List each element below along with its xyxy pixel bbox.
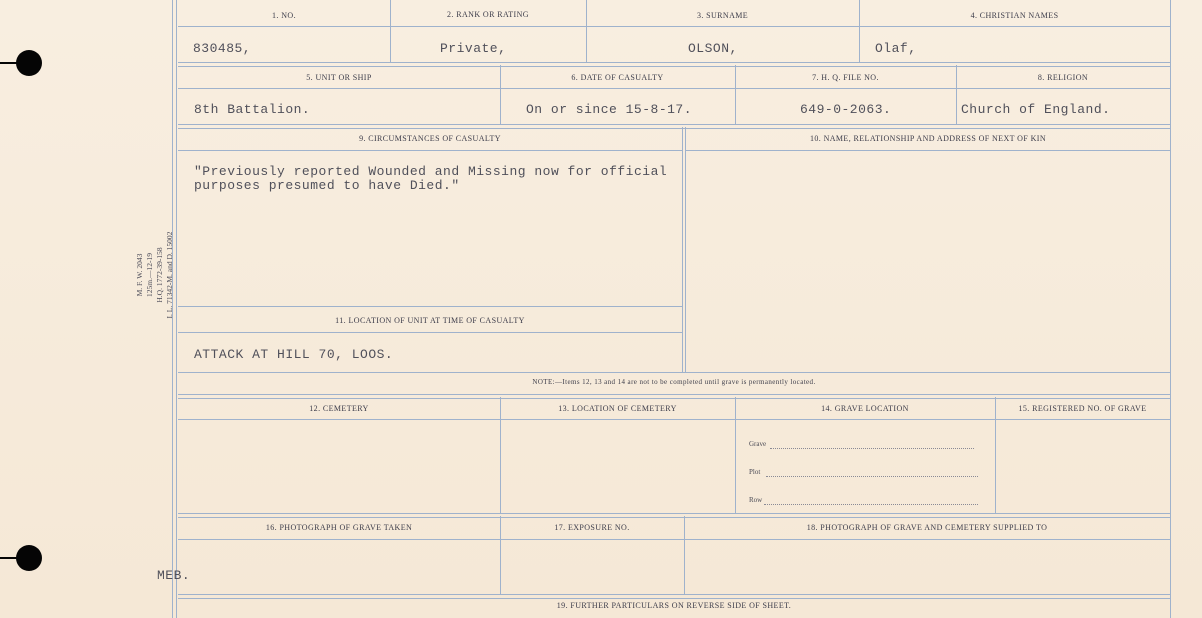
header-registered-no: 15. REGISTERED NO. OF GRAVE <box>1018 404 1147 413</box>
right-border <box>1170 0 1171 618</box>
surname-value: OLSON, <box>688 41 738 56</box>
header-christian-names: 4. CHRISTIAN NAMES <box>970 11 1059 20</box>
header-hq-file: 7. H. Q. FILE NO. <box>812 73 879 82</box>
header-unit: 5. UNIT OR SHIP <box>306 73 372 82</box>
header-grave-location: 14. GRAVE LOCATION <box>821 404 909 413</box>
note-text: NOTE:—Items 12, 13 and 14 are not to be completed until grave is permanently located. <box>532 378 816 386</box>
side-print-line: H.Q. 1772-39-158 <box>155 247 164 303</box>
plot-label: Plot <box>749 468 761 476</box>
side-print-line: 125m.—12-19 <box>145 253 154 297</box>
circumstances-line-1: "Previously reported Wounded and Missing now for official <box>194 164 668 179</box>
header-photo-taken: 16. PHOTOGRAPH OF GRAVE TAKEN <box>265 523 413 532</box>
grave-label: Grave <box>749 440 767 448</box>
location-value: ATTACK AT HILL 70, LOOS. <box>194 347 394 362</box>
date-value: On or since 15-8-17. <box>526 102 693 117</box>
unit-value: 8th Battalion. <box>194 102 311 117</box>
religion-value: Church of England. <box>961 102 1111 117</box>
header-location: 11. LOCATION OF UNIT AT TIME OF CASUALTY <box>335 316 525 325</box>
side-print-line: I. L. 71342-M. and D. 15002 <box>165 231 174 319</box>
header-next-of-kin: 10. NAME, RELATIONSHIP AND ADDRESS OF NEXT OF KIN <box>809 134 1047 143</box>
header-date: 6. DATE OF CASUALTY <box>571 73 664 82</box>
header-surname: 3. SURNAME <box>696 11 749 20</box>
header-photo-supplied: 18. PHOTOGRAPH OF GRAVE AND CEMETERY SUPPLIED TO <box>806 523 1048 532</box>
header-religion: 8. RELIGION <box>1037 73 1089 82</box>
row-label: Row <box>749 496 763 504</box>
header-circumstances: 9. CIRCUMSTANCES OF CASUALTY <box>359 134 501 143</box>
punch-hole-top <box>16 50 42 76</box>
regimental-number: 830485, <box>193 41 252 56</box>
header-exposure: 17. EXPOSURE NO. <box>554 523 630 532</box>
footer-further-particulars: 19. FURTHER PARTICULARS ON REVERSE SIDE OF SHEET. <box>556 601 792 610</box>
header-cemetery: 12. CEMETERY <box>309 404 369 413</box>
header-rank: 2. RANK OR RATING <box>447 10 529 19</box>
header-no: 1. NO. <box>272 11 296 20</box>
christian-names-value: Olaf, <box>875 41 917 56</box>
circumstances-line-2: purposes presumed to have Died." <box>194 178 460 193</box>
side-print-line: M. F. W. 2043 <box>135 253 144 297</box>
side-print <box>135 195 215 355</box>
clerk-initials: MEB. <box>157 568 191 583</box>
header-cemetery-location: 13. LOCATION OF CEMETERY <box>558 404 677 413</box>
punch-hole-bottom <box>16 545 42 571</box>
rank-value: Private, <box>440 41 507 56</box>
hq-file-value: 649-0-2063. <box>800 102 892 117</box>
